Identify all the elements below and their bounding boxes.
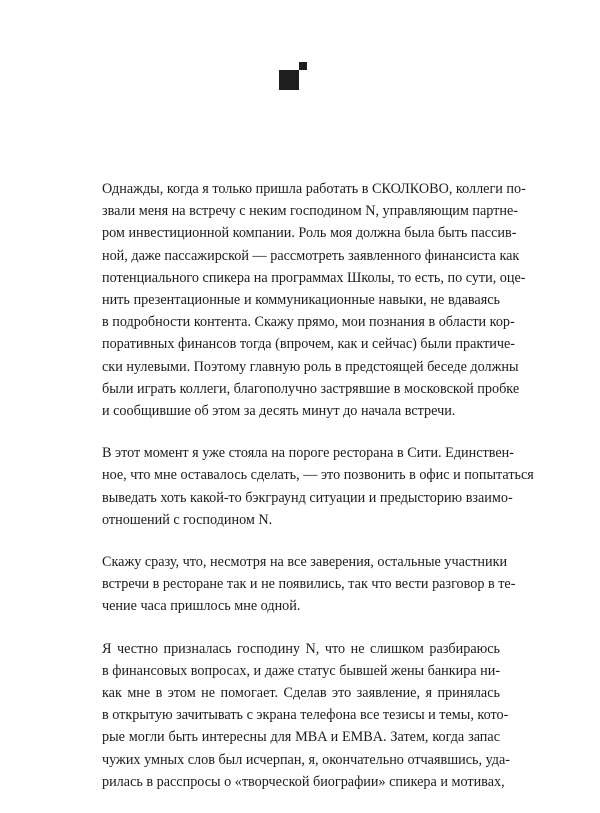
text-line: нить презентационные и коммуникационные навыки, не вдаваясь — [102, 292, 500, 309]
text-line: выведать хоть какой-то бэкграунд ситуации и предысторию взаимо- — [102, 489, 513, 506]
body-text — [102, 178, 534, 813]
text-line: В этот момент я уже стояла на пороге ресторана в Сити. Единствен- — [102, 445, 514, 462]
text-line: ром инвестиционной компании. Роль моя должна была быть пассив- — [102, 225, 517, 242]
text-line: чужих умных слов был исчерпан, я, окончательно отчаявшись, уда- — [102, 751, 511, 768]
text-line: рые могли быть интересны для MBA и EMBA. Затем, когда запас — [102, 729, 500, 746]
text-line: поративных финансов тогда (впрочем, как и сейчас) были практиче- — [102, 336, 516, 353]
text-line: в подробности контента. Скажу прямо, мои познания в области кор- — [102, 314, 515, 331]
section-ornament-icon — [279, 62, 307, 90]
paragraph-2 — [102, 442, 534, 531]
text-line: встречи в ресторане так и не появились, так что вести разговор в те- — [102, 576, 516, 593]
ornament-large-square — [279, 70, 299, 90]
paragraph-1 — [102, 178, 526, 422]
text-line: ной, даже пассажирской — рассмотреть заявленного финансиста как — [102, 247, 520, 264]
text-line: в финансовых вопросах, и даже статус бывшей жены банкира ни- — [102, 662, 501, 679]
text-line: потенциального спикера на программах Школы, то есть, по сути, оце- — [102, 269, 526, 286]
text-line: как мне в этом не помогает. Сделав это заявление, я принялась — [102, 685, 500, 702]
text-line: отношений с господином N. — [102, 511, 273, 528]
text-line: и сообщившие об этом за десять минут до начала встречи. — [102, 403, 456, 420]
text-line: рилась в расспросы о «творческой биографии» спикера и мотивах, — [102, 773, 505, 790]
text-line: в открытую зачитывать с экрана телефона все тезисы и темы, кото- — [102, 707, 509, 724]
text-line: Скажу сразу, что, несмотря на все заверения, остальные участники — [102, 554, 508, 571]
text-line: звали меня на встречу с неким господином N, управляющим партне- — [102, 203, 519, 220]
text-line: Я честно призналась господину N, что не слишком разбираюсь — [102, 640, 500, 657]
ornament-small-square — [299, 62, 307, 70]
text-line: ное, что мне оставалось сделать, — это позвонить в офис и попытаться — [102, 467, 534, 484]
text-line: ски нулевыми. Поэтому главную роль в предстоящей беседе должны — [102, 358, 519, 375]
text-line: чение часа пришлось мне одной. — [102, 598, 301, 615]
paragraph-4 — [102, 638, 511, 793]
text-line: были играть коллеги, благополучно застрявшие в московской пробке — [102, 380, 520, 397]
text-line: Однажды, когда я только пришла работать в СКОЛКОВО, коллеги по- — [102, 181, 526, 197]
paragraph-3 — [102, 551, 516, 618]
